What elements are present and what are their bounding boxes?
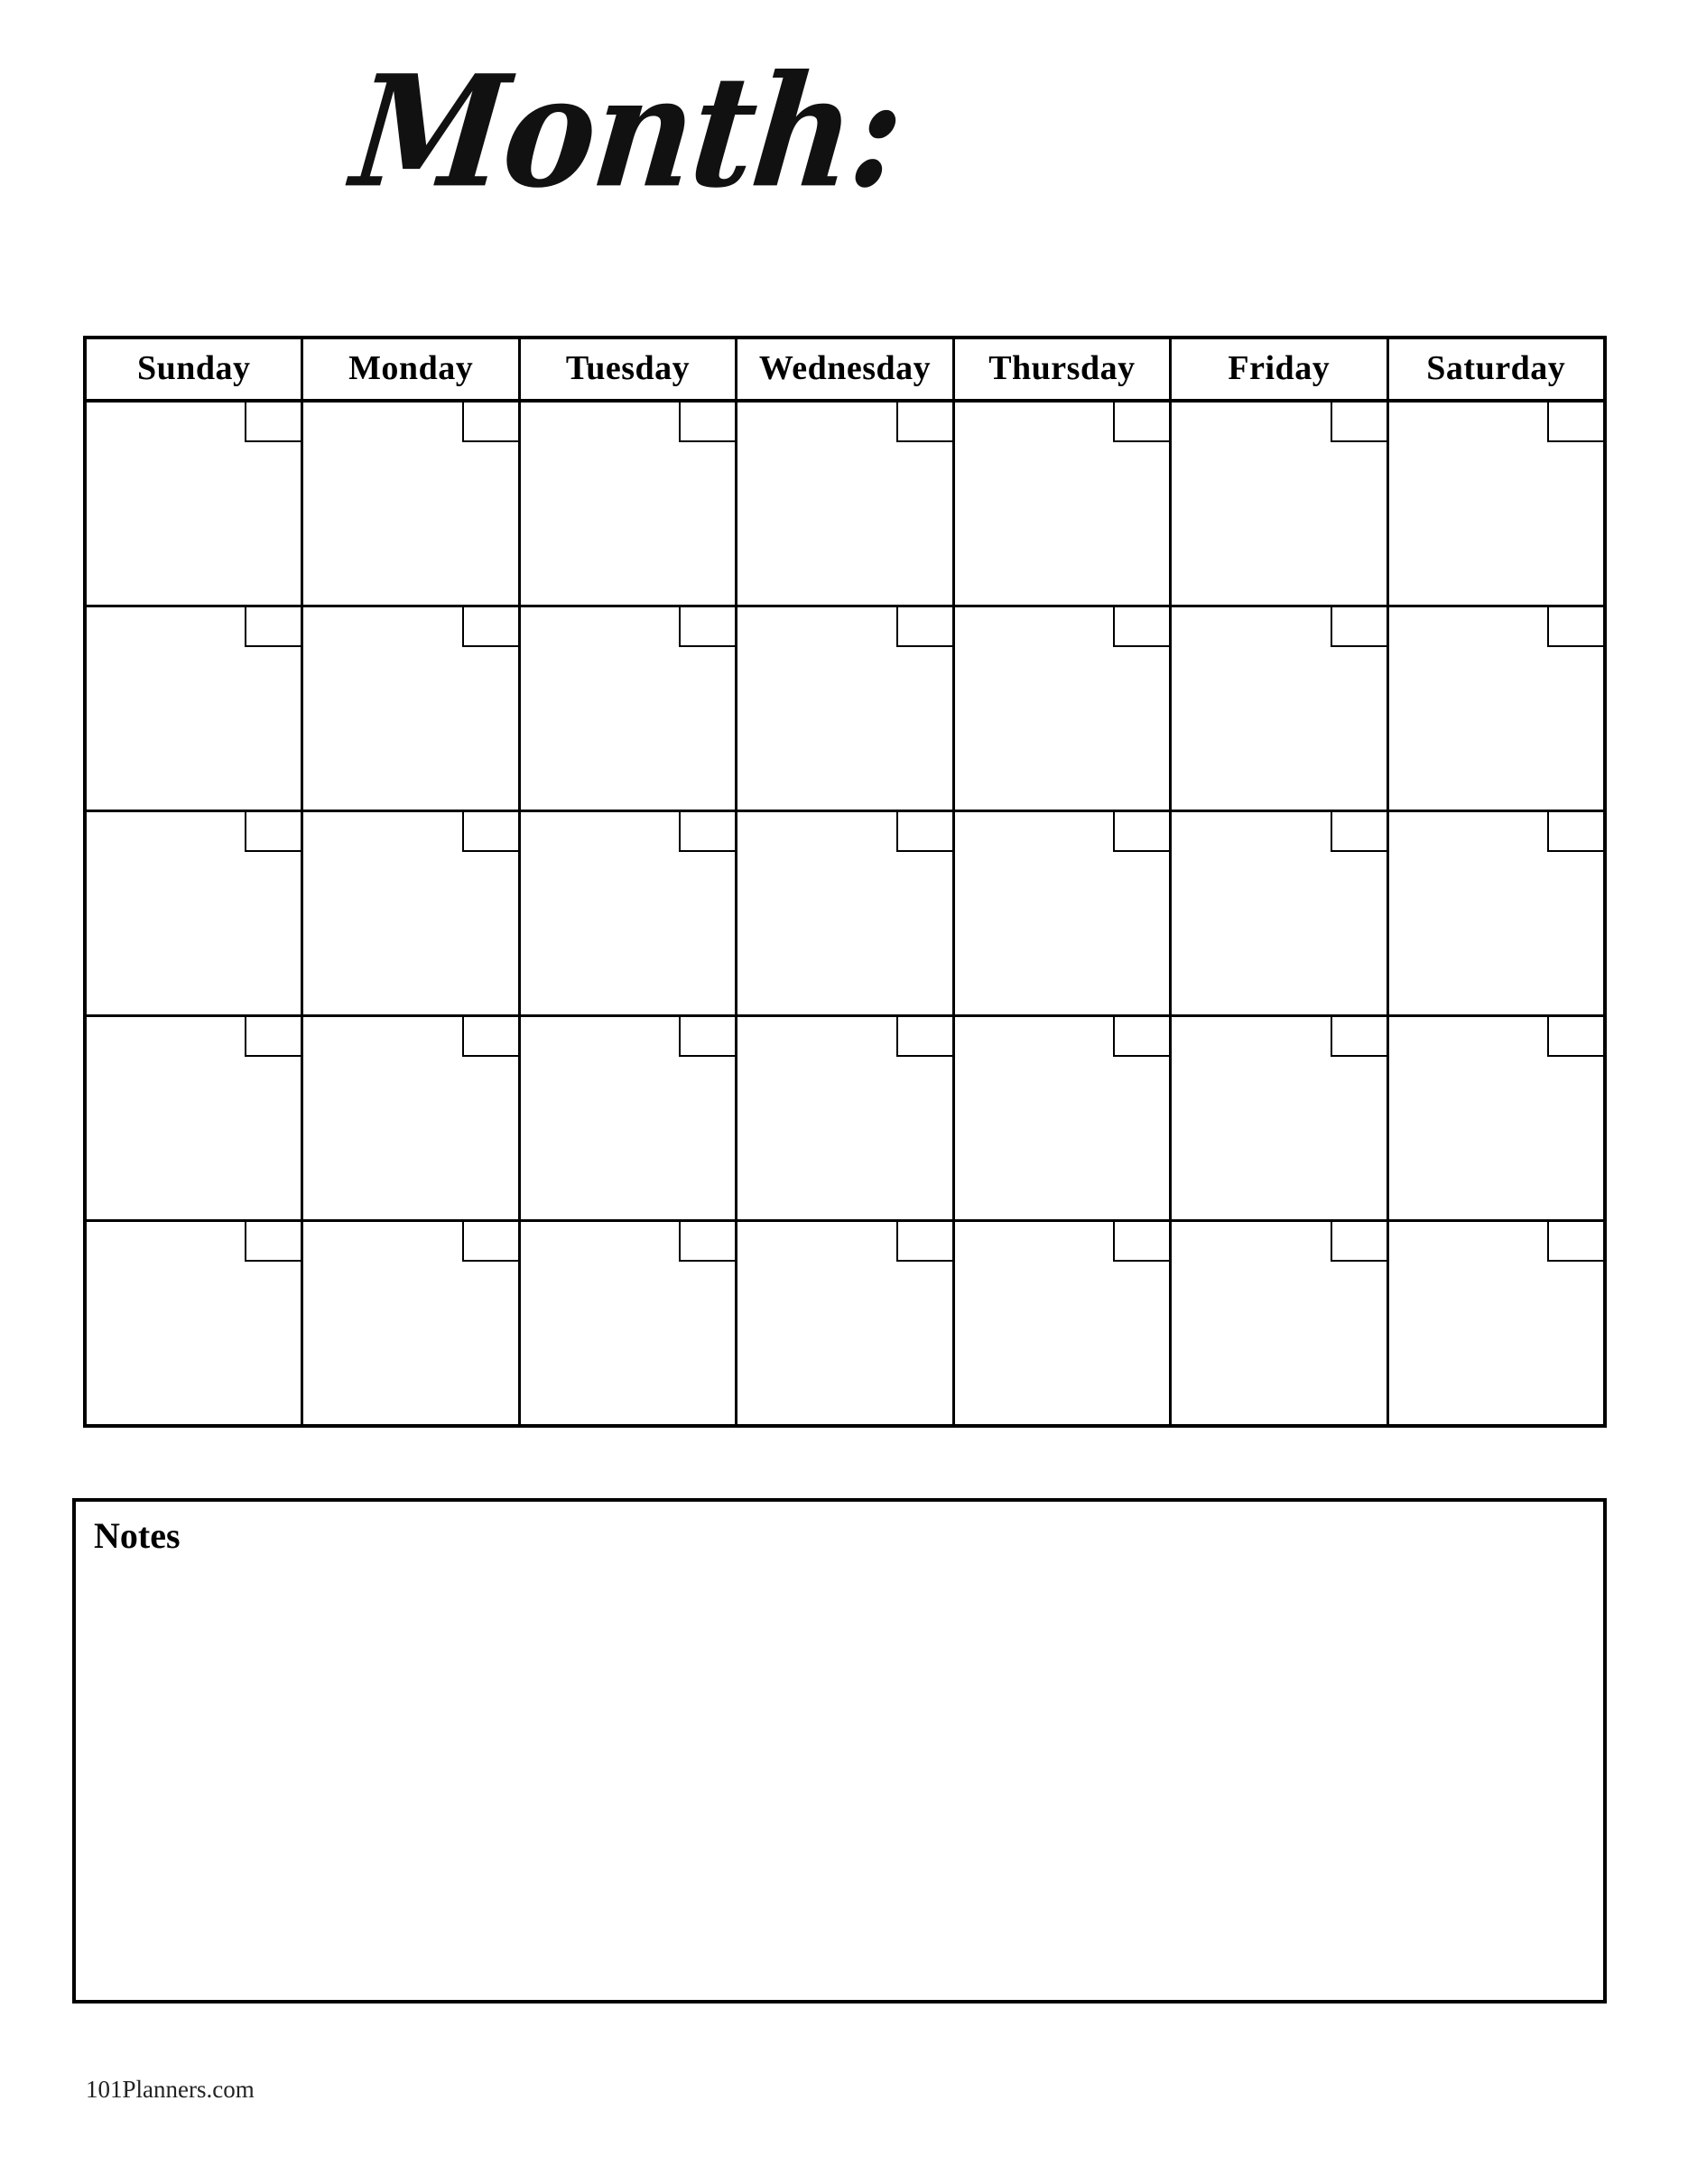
- calendar-day-cell[interactable]: [87, 1017, 303, 1219]
- day-number-box[interactable]: [245, 1017, 301, 1057]
- day-number-box[interactable]: [679, 1017, 735, 1057]
- day-number-box[interactable]: [896, 607, 952, 647]
- day-number-box[interactable]: [1113, 1017, 1169, 1057]
- calendar-day-cell[interactable]: [1172, 1017, 1388, 1219]
- weekday-header-monday: Monday: [303, 339, 520, 399]
- calendar-week-row: [87, 812, 1603, 1017]
- day-number-box[interactable]: [896, 1017, 952, 1057]
- calendar-day-cell[interactable]: [87, 403, 303, 605]
- day-number-box[interactable]: [245, 403, 301, 442]
- day-number-box[interactable]: [1113, 403, 1169, 442]
- calendar-week-row: [87, 607, 1603, 812]
- calendar-day-cell[interactable]: [1389, 812, 1603, 1014]
- day-number-box[interactable]: [1547, 812, 1603, 852]
- day-number-box[interactable]: [1331, 1017, 1387, 1057]
- calendar-day-cell[interactable]: [521, 1222, 737, 1424]
- calendar-day-cell[interactable]: [1389, 607, 1603, 810]
- calendar-week-row: [87, 1017, 1603, 1222]
- day-number-box[interactable]: [896, 1222, 952, 1262]
- calendar-day-cell[interactable]: [1172, 403, 1388, 605]
- day-number-box[interactable]: [245, 812, 301, 852]
- calendar-day-cell[interactable]: [955, 403, 1172, 605]
- day-number-box[interactable]: [679, 1222, 735, 1262]
- day-number-box[interactable]: [1331, 812, 1387, 852]
- monthly-calendar: [83, 336, 1607, 1428]
- calendar-day-cell[interactable]: [1172, 607, 1388, 810]
- calendar-day-cell[interactable]: [303, 403, 520, 605]
- calendar-day-cell[interactable]: [955, 812, 1172, 1014]
- weekday-header-wednesday: Wednesday: [737, 339, 954, 399]
- day-number-box[interactable]: [896, 812, 952, 852]
- day-number-box[interactable]: [1547, 1017, 1603, 1057]
- notes-label: Notes: [94, 1515, 181, 1556]
- weekday-header-friday: Friday: [1172, 339, 1388, 399]
- day-number-box[interactable]: [1113, 607, 1169, 647]
- calendar-day-cell[interactable]: [1172, 1222, 1388, 1424]
- day-number-box[interactable]: [1113, 1222, 1169, 1262]
- weekday-header-tuesday: Tuesday: [521, 339, 737, 399]
- day-number-box[interactable]: [462, 812, 518, 852]
- calendar-day-cell[interactable]: [87, 1222, 303, 1424]
- day-number-box[interactable]: [1547, 607, 1603, 647]
- calendar-day-cell[interactable]: [521, 403, 737, 605]
- day-number-box[interactable]: [679, 403, 735, 442]
- calendar-day-cell[interactable]: [303, 1017, 520, 1219]
- calendar-day-cell[interactable]: [737, 607, 954, 810]
- day-number-box[interactable]: [679, 812, 735, 852]
- notes-input[interactable]: [92, 1572, 1587, 1987]
- day-number-box[interactable]: [245, 1222, 301, 1262]
- page-title-wrapper: [0, 41, 1688, 222]
- calendar-day-cell[interactable]: [955, 607, 1172, 810]
- calendar-header-row: [87, 339, 1603, 403]
- calendar-day-cell[interactable]: [303, 607, 520, 810]
- calendar-day-cell[interactable]: [1389, 1017, 1603, 1219]
- calendar-day-cell[interactable]: [737, 812, 954, 1014]
- calendar-week-row: [87, 403, 1603, 607]
- day-number-box[interactable]: [462, 607, 518, 647]
- calendar-day-cell[interactable]: [1389, 1222, 1603, 1424]
- day-number-box[interactable]: [679, 607, 735, 647]
- calendar-day-cell[interactable]: [1172, 812, 1388, 1014]
- day-number-box[interactable]: [896, 403, 952, 442]
- calendar-day-cell[interactable]: [955, 1017, 1172, 1219]
- calendar-day-cell[interactable]: [521, 607, 737, 810]
- calendar-day-cell[interactable]: [521, 812, 737, 1014]
- calendar-day-cell[interactable]: [521, 1017, 737, 1219]
- day-number-box[interactable]: [1331, 1222, 1387, 1262]
- calendar-day-cell[interactable]: [1389, 403, 1603, 605]
- day-number-box[interactable]: [1547, 403, 1603, 442]
- weekday-header-sunday: Sunday: [87, 339, 303, 399]
- calendar-day-cell[interactable]: [303, 812, 520, 1014]
- day-number-box[interactable]: [245, 607, 301, 647]
- day-number-box[interactable]: [1113, 812, 1169, 852]
- calendar-day-cell[interactable]: [737, 403, 954, 605]
- day-number-box[interactable]: [462, 403, 518, 442]
- calendar-day-cell[interactable]: [87, 607, 303, 810]
- day-number-box[interactable]: [1331, 607, 1387, 647]
- day-number-box[interactable]: [1547, 1222, 1603, 1262]
- calendar-day-cell[interactable]: [87, 812, 303, 1014]
- calendar-day-cell[interactable]: [303, 1222, 520, 1424]
- notes-section: [72, 1498, 1607, 2004]
- calendar-day-cell[interactable]: [955, 1222, 1172, 1424]
- day-number-box[interactable]: [1331, 403, 1387, 442]
- calendar-week-row: [87, 1222, 1603, 1424]
- day-number-box[interactable]: [462, 1222, 518, 1262]
- day-number-box[interactable]: [462, 1017, 518, 1057]
- weekday-header-saturday: Saturday: [1426, 349, 1566, 387]
- weekday-header-thursday: Thursday: [955, 339, 1172, 399]
- calendar-day-cell[interactable]: [737, 1222, 954, 1424]
- calendar-day-cell[interactable]: [737, 1017, 954, 1219]
- footer-credit: 101Planners.com: [86, 2076, 255, 2103]
- page-title: Month:: [345, 41, 911, 222]
